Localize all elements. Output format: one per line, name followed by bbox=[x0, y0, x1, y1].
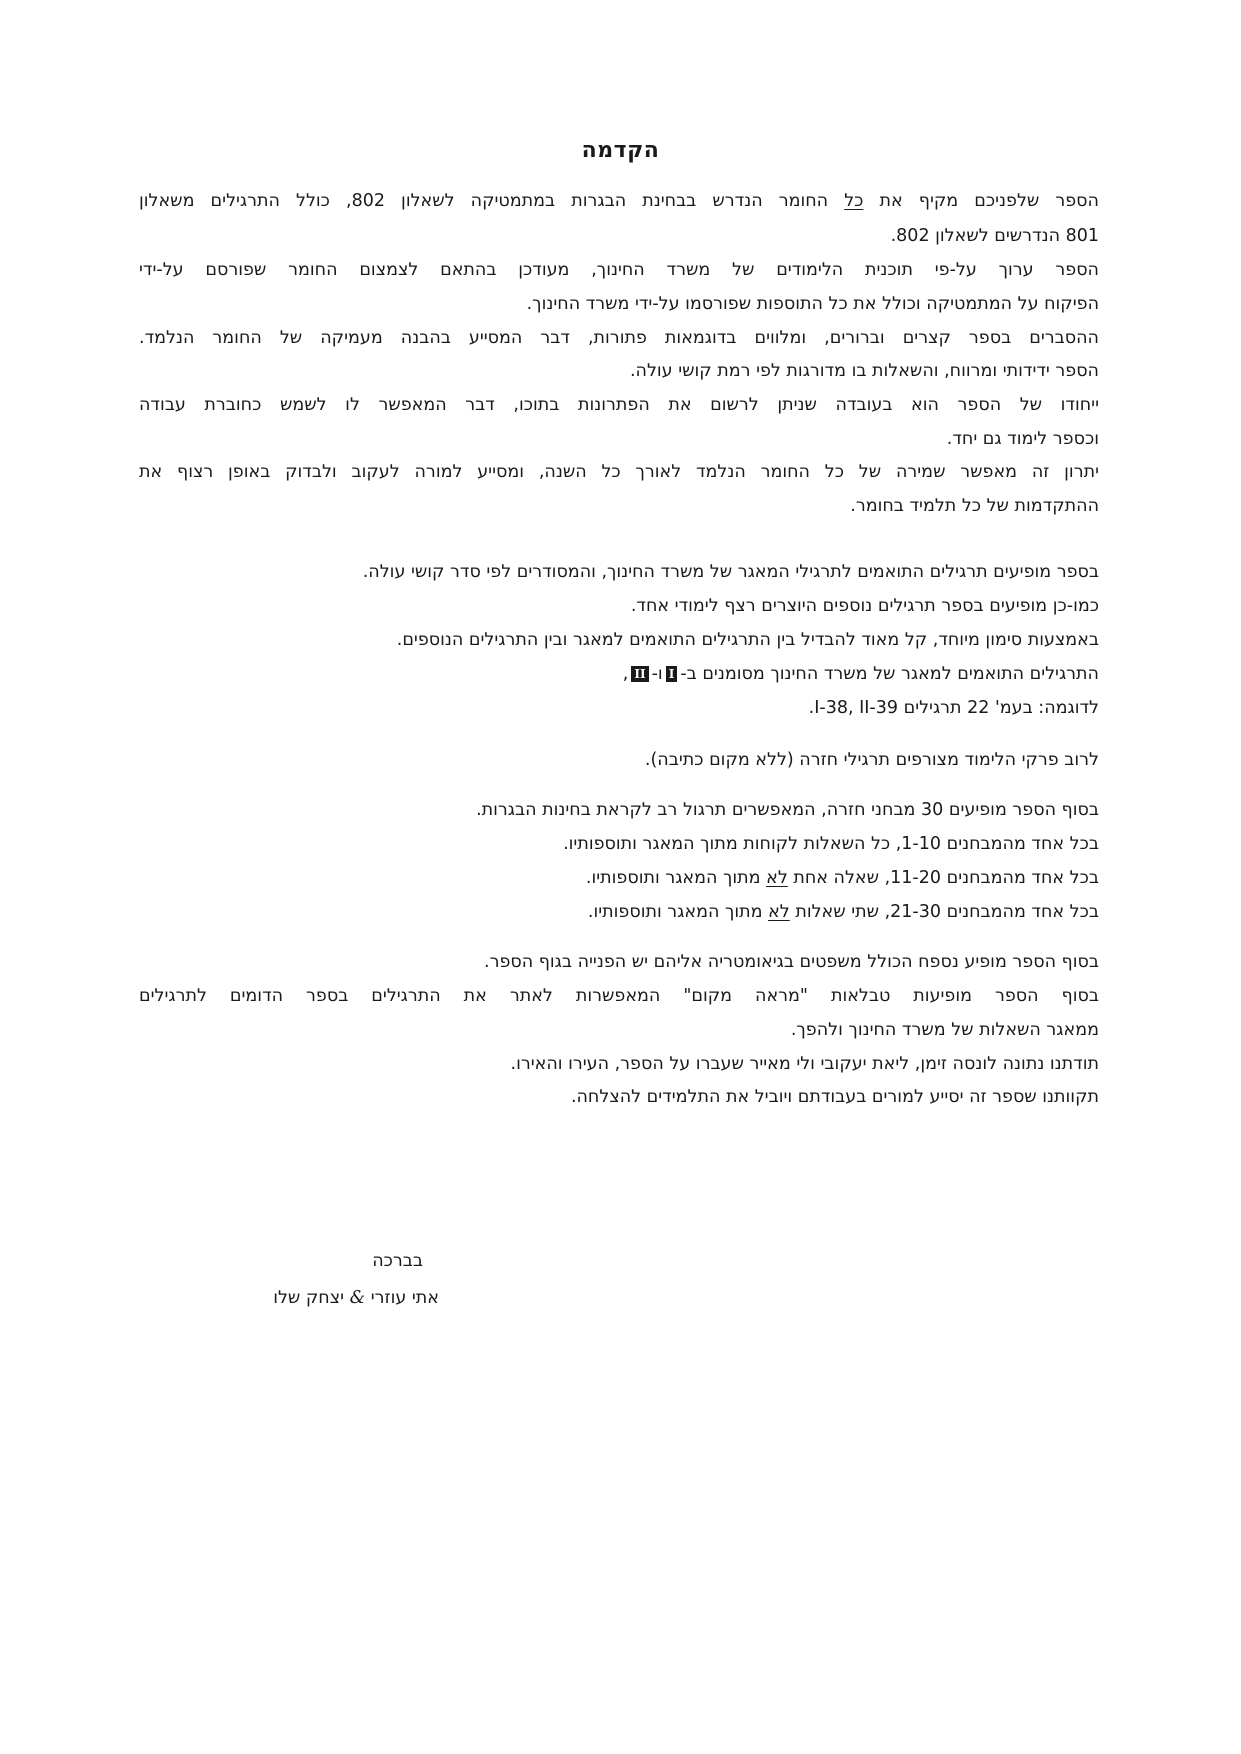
signature-author-1: אתי עוזרי bbox=[370, 1288, 439, 1308]
exams-text-4b: מתוך המאגר ותוספותיו. bbox=[587, 902, 763, 922]
review-line: לרוב פרקי הלימוד מצורפים תרגילי חזרה (ללא מקום כתיבה). bbox=[644, 750, 1099, 770]
bank-line-2: כמו-כן מופיעים בספר תרגילים נוספים היוצרים רצף לימודי אחד. bbox=[630, 596, 1099, 616]
underlined-word-all: כל bbox=[844, 191, 864, 211]
intro-line-9: יתרון זה מאפשר שמירה של כל החומר הנלמד לאורך כל השנה, ומסייע למורה לעקוב ולבדוק באופן רצוף את bbox=[139, 462, 1099, 482]
intro-line-4: הפיקוח על המתמטיקה וכולל את כל התוספות שפורסמו על-ידי משרד החינוך. bbox=[526, 294, 1099, 314]
ampersand: & bbox=[349, 1288, 366, 1308]
bank-line-3: באמצעות סימון מיוחד, קל מאוד להבדיל בין התרגילים התואמים למאגר ובין התרגילים הנוספים. bbox=[396, 630, 1099, 650]
bank-comma: , bbox=[622, 664, 629, 684]
intro-line-3: הספר ערוך על-פי תוכנית הלימודים של משרד החינוך, מעודכן בהתאם לצמצום החומר שפורסם על-ידי bbox=[139, 260, 1099, 280]
roman-one-badge-icon: I bbox=[666, 666, 678, 682]
bank-marked-text: התרגילים התואמים למאגר של משרד החינוך מסומנים ב- bbox=[680, 664, 1099, 684]
signature-authors bbox=[273, 1280, 439, 1316]
closing-line-1: בסוף הספר מופיע נספח הכולל משפטים בגיאומטריה אליהם יש הפנייה בגוף הספר. bbox=[484, 952, 1099, 972]
closing-line-4: תודתנו נתונה לונסה זימן, ליאת יעקובי ולי מאייר שעברו על הספר, העירו והאירו. bbox=[510, 1054, 1099, 1074]
underlined-word-not: לא bbox=[766, 868, 788, 888]
exams-text-3a: בכל אחד מהמבחנים 11-20, שאלה אחת bbox=[793, 868, 1099, 888]
signature-author-2: יצחק שלו bbox=[273, 1288, 345, 1308]
closing-line-5: תקוותנו שספר זה יסייע למורים בעבודתם ויוביל את התלמידים להצלחה. bbox=[570, 1087, 1099, 1107]
intro-text-1b: החומר הנדרש בבחינת הבגרות במתמטיקה לשאלון 802, כולל התרגילים משאלון bbox=[139, 191, 829, 211]
intro-line-10: ההתקדמות של כל תלמיד בחומר. bbox=[850, 496, 1099, 516]
intro-line-6: הספר ידידותי ומרווח, והשאלות בו מדורגות לפי רמת קושי עולה. bbox=[629, 361, 1099, 381]
exams-line-3 bbox=[139, 860, 1099, 896]
closing-line-3: ממאגר השאלות של משרד החינוך ולהפך. bbox=[790, 1020, 1099, 1040]
exams-line-4 bbox=[139, 894, 1099, 930]
signature-greeting: בברכה bbox=[372, 1251, 423, 1271]
intro-text-1a: הספר שלפניכם מקיף את bbox=[879, 191, 1099, 211]
exams-text-3b: מתוך המאגר ותוספותיו. bbox=[585, 868, 761, 888]
bank-line-4 bbox=[139, 656, 1099, 692]
bank-line-5: לדוגמה: בעמ' 22 תרגילים I-38, II-39. bbox=[808, 698, 1099, 718]
exams-text-4a: בכל אחד מהמבחנים 21-30, שתי שאלות bbox=[795, 902, 1099, 922]
roman-two-badge-icon: II bbox=[631, 666, 648, 682]
underlined-word-not: לא bbox=[768, 902, 790, 922]
closing-line-2: בסוף הספר מופיעות טבלאות "מראה מקום" המאפשרות לאתר את התרגילים בספר הדומים לתרגילים bbox=[139, 986, 1099, 1006]
exams-line-1: בסוף הספר מופיעים 30 מבחני חזרה, המאפשרים תרגול רב לקראת בחינות הבגרות. bbox=[476, 800, 1099, 820]
intro-line-2: 801 הנדרשים לשאלון 802. bbox=[890, 226, 1099, 246]
page-title: הקדמה bbox=[581, 138, 660, 163]
intro-line-8: וכספר לימוד גם יחד. bbox=[946, 429, 1099, 449]
intro-line-5: ההסברים בספר קצרים וברורים, ומלווים בדוגמאות פתורות, דבר המסייע בהבנה מעמיקה של החומר הנלמד. bbox=[139, 328, 1099, 348]
exams-line-2: בכל אחד מהמבחנים 1-10, כל השאלות לקוחות מתוך המאגר ותוספותיו. bbox=[563, 834, 1099, 854]
bank-line-1: בספר מופיעים תרגילים התואמים לתרגילי המאגר של משרד החינוך, והמסודרים לפי סדר קושי עולה. bbox=[362, 562, 1099, 582]
intro-line-1 bbox=[139, 183, 1099, 219]
intro-line-7: ייחודו של הספר הוא בעובדה שניתן לרשום את הפתרונות בתוכו, דבר המאפשר לו לשמש כחוברת עבודה bbox=[139, 395, 1099, 415]
bank-and-text: ו- bbox=[651, 664, 663, 684]
